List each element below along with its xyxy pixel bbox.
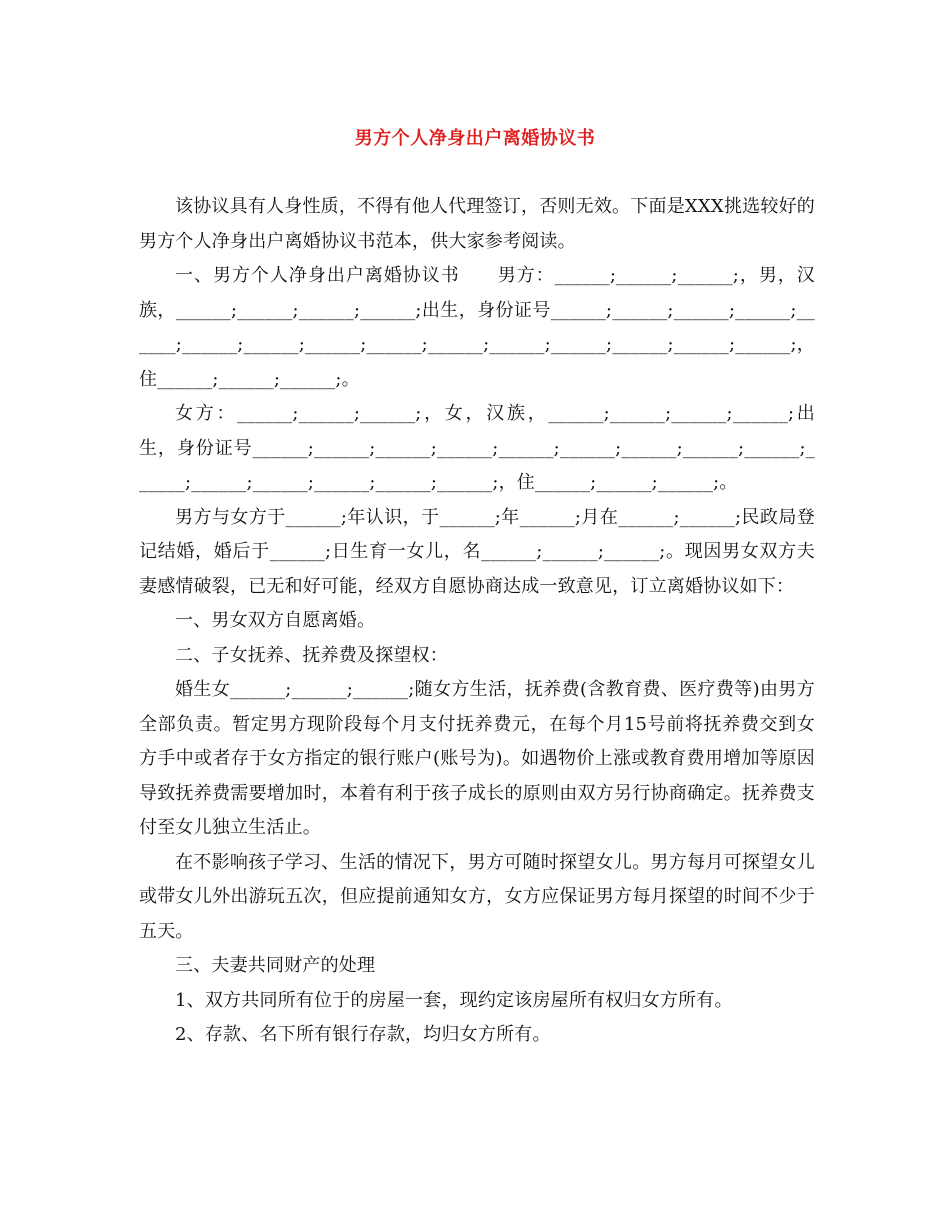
property-item-1: 1、双方共同所有位于的房屋一套，现约定该房屋所有权归女方所有。 <box>175 989 733 1011</box>
visitation-paragraph: 在不影响孩子学习、生活的情况下，男方可随时探望女儿。男方每月可探望女儿或带女儿外出游玩五次，但应提前通知女方，女方应保证男方每月探望的时间不少于五天。 <box>139 851 815 942</box>
clause-3-heading: 三、夫妻共同财产的处理 <box>175 955 376 976</box>
clause-2-heading: 二、子女抚养、抚养费及探望权： <box>175 644 448 666</box>
female-party-paragraph: 女方：______;______;______;，女，汉族，______;______;______;______;出生，身份证号______;______;______;______;______;______;______;______;______;______;______;______;______;______;______;，住______;______;______;。 <box>139 403 815 493</box>
document-title: 男方个人净身出户离婚协议书 <box>354 128 596 149</box>
child-support-paragraph: 婚生女______;______;______;随女方生活，抚养费(含教育费、医疗费等)由男方全部负责。暂定男方现阶段每个月支付抚养费元，在每个月15号前将抚养费交到女方手中或者存于女方指定的银行账户(账号为)。如遇物价上涨或教育费用增加等原因导致抚养费需要增加时，本着有利于孩子成长的原则由双方另行协商确定。抚养费支付至女儿独立生活止。 <box>139 679 815 838</box>
document-body <box>139 190 815 1053</box>
intro-paragraph: 该协议具有人身性质，不得有他人代理签订，否则无效。下面是XXX挑选较好的男方个人净身出户离婚协议书范本，供大家参考阅读。 <box>139 196 815 252</box>
clause-1-heading: 一、男女双方自愿离婚。 <box>175 610 376 631</box>
male-party-paragraph: 一、男方个人净身出户离婚协议书 男方：______;______;______;，男，汉族，______;______;______;______;出生，身份证号______;______;______;______;______;______;______;______;______;______;______;______;______;______;______;，住______;______;______;。 <box>139 265 815 390</box>
marriage-background-paragraph: 男方与女方于______;年认识，于______;年______;月在______;______;民政局登记结婚，婚后于______;日生育一女儿，名______;______;______;。现因男女双方夫妻感情破裂，已无和好可能，经双方自愿协商达成一致意见，订立离婚协议如下： <box>139 506 815 597</box>
property-item-2: 2、存款、名下所有银行存款，均归女方所有。 <box>175 1024 551 1045</box>
